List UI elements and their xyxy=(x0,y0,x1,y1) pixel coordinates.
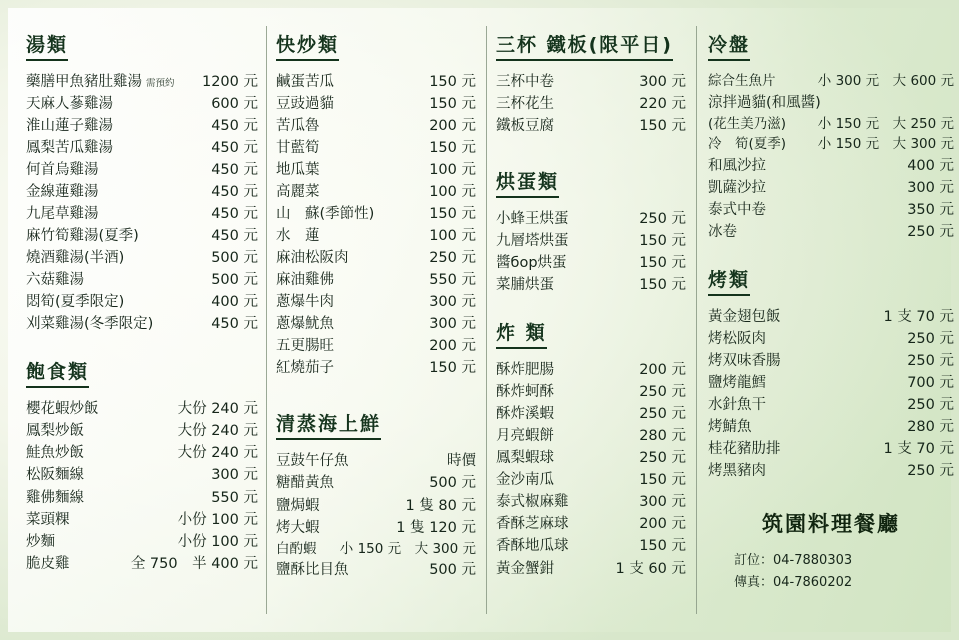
item-price: 時價 xyxy=(447,453,476,470)
menu-item xyxy=(496,403,686,425)
item-name: 水針魚干 xyxy=(708,396,766,413)
item-price: 280 元 xyxy=(639,428,686,445)
menu-item xyxy=(496,491,686,513)
item-name: 酥炸蚵酥 xyxy=(496,384,554,401)
item-name: 冰卷 xyxy=(708,223,737,240)
section-title-soup: 湯類 xyxy=(26,30,68,61)
section-items-soup xyxy=(26,71,258,335)
item-name: 九尾草雞湯 xyxy=(26,206,99,223)
item-name: 紅燒茄子 xyxy=(276,360,334,377)
menu-item xyxy=(496,115,686,137)
restaurant-contact xyxy=(708,550,954,594)
menu-item xyxy=(26,531,258,553)
section-items-baked-egg xyxy=(496,208,686,296)
item-name: 烤松阪肉 xyxy=(708,330,766,347)
item-name: 菜頭粿 xyxy=(26,511,70,528)
menu-item xyxy=(276,225,476,247)
item-name: 山 蘇(季節性) xyxy=(276,206,375,223)
menu-item xyxy=(496,252,686,274)
menu-item xyxy=(496,558,686,580)
item-name: (花生美乃滋) xyxy=(708,115,787,132)
item-name: 櫻花蝦炒飯 xyxy=(26,401,99,418)
menu-item xyxy=(276,559,476,581)
item-price: 1 隻 120 元 xyxy=(396,519,476,536)
item-name: 糖醋黃魚 xyxy=(276,475,334,492)
section-items-cold xyxy=(708,71,954,243)
item-name: 麻油松阪肉 xyxy=(276,250,349,267)
item-price: 500 元 xyxy=(211,250,258,267)
menu-item xyxy=(276,495,476,517)
item-name: 淮山蓮子雞湯 xyxy=(26,118,113,135)
item-price: 全 750 半 400 元 xyxy=(130,555,258,572)
item-price: 1 隻 80 元 xyxy=(405,497,476,514)
item-price: 大份 240 元 xyxy=(177,445,258,462)
menu-item xyxy=(496,425,686,447)
item-price: 300 元 xyxy=(211,467,258,484)
item-price: 250 元 xyxy=(907,330,954,347)
menu-item xyxy=(26,71,258,93)
item-price: 150 元 xyxy=(639,255,686,272)
item-price: 300 元 xyxy=(639,494,686,511)
menu-item xyxy=(26,487,258,509)
item-name: 鐵板豆腐 xyxy=(496,118,554,135)
fax-line: 傳真：04-7860202 xyxy=(734,575,853,591)
menu-item xyxy=(276,181,476,203)
menu-item xyxy=(276,247,476,269)
item-price: 150 元 xyxy=(429,360,476,377)
column-middle xyxy=(496,30,686,580)
item-price: 150 元 xyxy=(429,74,476,90)
item-name: 黃金翅包飯 xyxy=(708,308,781,325)
item-name: 香酥地瓜球 xyxy=(496,538,569,555)
item-name: 月亮蝦餅 xyxy=(496,428,554,445)
menu-item xyxy=(276,357,476,379)
item-name: 五更腸旺 xyxy=(276,338,334,355)
section-title-baked-egg: 烘蛋類 xyxy=(496,167,559,198)
menu-item xyxy=(708,416,954,438)
item-price: 150 元 xyxy=(639,538,686,555)
menu-item xyxy=(276,71,476,93)
menu-item xyxy=(496,359,686,381)
item-price: 小 150 元 大 300 元 xyxy=(339,540,476,557)
item-name: 泰式椒麻雞 xyxy=(496,494,569,511)
column-soups xyxy=(26,30,258,575)
menu-item xyxy=(276,269,476,291)
item-price: 450 元 xyxy=(211,228,258,245)
menu-item xyxy=(26,398,258,420)
section-title-fried: 炸 類 xyxy=(496,318,547,349)
section-gap xyxy=(708,243,954,265)
item-price: 300 元 xyxy=(639,74,686,90)
section-items-stirfry xyxy=(276,71,476,379)
item-name: 烤鯖魚 xyxy=(708,418,752,435)
item-price: 100 元 xyxy=(429,228,476,245)
item-name: 苦瓜魯 xyxy=(276,118,320,135)
item-price: 500 元 xyxy=(429,475,476,492)
menu-item xyxy=(708,372,954,394)
item-name: 炒麵 xyxy=(26,533,55,550)
item-name: 香酥芝麻球 xyxy=(496,516,569,533)
item-price: 280 元 xyxy=(907,418,954,435)
menu-paper xyxy=(8,8,954,632)
menu-item xyxy=(26,509,258,531)
column-divider-3 xyxy=(696,26,697,614)
item-price: 200 元 xyxy=(429,118,476,135)
menu-item xyxy=(276,472,476,494)
item-price: 小 300 元 大 600 元 xyxy=(817,73,954,89)
column-divider-2 xyxy=(486,26,487,614)
menu-item xyxy=(26,115,258,137)
menu-item xyxy=(496,513,686,535)
menu-item xyxy=(26,442,258,464)
menu-item xyxy=(26,93,258,115)
item-note: 需預約 xyxy=(146,78,175,89)
phone-line: 訂位：04-7880303 xyxy=(734,552,853,568)
item-name: 天麻人蔘雞湯 xyxy=(26,96,113,113)
item-name: 鹽焗蝦 xyxy=(276,497,320,514)
menu-item xyxy=(26,313,258,335)
menu-item xyxy=(496,208,686,230)
section-title-stirfry: 快炒類 xyxy=(276,30,339,61)
item-name: 蔥爆魷魚 xyxy=(276,316,334,333)
column-divider-1 xyxy=(266,26,267,614)
item-price: 小份 100 元 xyxy=(177,533,258,550)
item-name: 刈菜雞湯(冬季限定) xyxy=(26,316,154,333)
item-name: 鳳梨炒飯 xyxy=(26,423,84,440)
menu-item xyxy=(276,203,476,225)
item-name: 金沙南瓜 xyxy=(496,472,554,489)
menu-item xyxy=(26,181,258,203)
section-title-sancup: 三杯 鐵板(限平日) xyxy=(496,30,673,61)
menu-item xyxy=(708,460,954,482)
menu-item xyxy=(276,93,476,115)
item-price: 150 元 xyxy=(639,233,686,250)
item-price: 150 元 xyxy=(429,96,476,113)
item-price: 200 元 xyxy=(429,338,476,355)
item-name: 麻竹筍雞湯(夏季) xyxy=(26,228,139,245)
item-price: 小份 100 元 xyxy=(177,511,258,528)
item-name: 甘藍筍 xyxy=(276,140,320,157)
item-name: 金線蓮雞湯 xyxy=(26,184,99,201)
menu-item xyxy=(26,225,258,247)
item-name: 烤双味香腸 xyxy=(708,352,781,369)
section-gap xyxy=(276,379,476,409)
item-price: 450 元 xyxy=(211,118,258,135)
item-price: 400 元 xyxy=(907,157,954,174)
menu-item xyxy=(26,269,258,291)
item-name: 九層塔烘蛋 xyxy=(496,233,569,250)
menu-item xyxy=(708,438,954,460)
item-price: 100 元 xyxy=(429,162,476,179)
menu-item xyxy=(26,247,258,269)
item-name: 雞佛麵線 xyxy=(26,489,84,506)
item-price: 450 元 xyxy=(211,140,258,157)
section-items-rice-noodle xyxy=(26,398,258,574)
item-name: 冷 筍(夏季) xyxy=(708,136,787,153)
menu-item xyxy=(276,450,476,472)
menu-item xyxy=(496,469,686,491)
item-price: 250 元 xyxy=(907,462,954,479)
item-name: 六菇雞湯 xyxy=(26,272,84,289)
item-price: 250 元 xyxy=(907,223,954,240)
item-name: 豆鼓午仔魚 xyxy=(276,453,349,470)
menu-item xyxy=(26,420,258,442)
item-name: 鹽酥比目魚 xyxy=(276,562,349,579)
item-name: 麻油雞佛 xyxy=(276,272,334,289)
item-name: 鳳梨蝦球 xyxy=(496,450,554,467)
item-price: 450 元 xyxy=(211,316,258,333)
menu-item xyxy=(708,350,954,372)
item-price: 250 元 xyxy=(639,450,686,467)
item-price: 150 元 xyxy=(429,140,476,157)
item-price: 150 元 xyxy=(639,472,686,489)
item-price: 500 元 xyxy=(429,562,476,579)
item-price: 500 元 xyxy=(211,272,258,289)
item-name: 鳳梨苦瓜雞湯 xyxy=(26,140,113,157)
menu-item xyxy=(708,306,954,328)
item-name: 涼拌過貓(和風醬) xyxy=(708,94,821,111)
item-name: 豆豉過貓 xyxy=(276,96,334,113)
item-price: 200 元 xyxy=(639,362,686,379)
menu-item xyxy=(708,71,954,92)
item-price: 400 元 xyxy=(211,294,258,311)
menu-item xyxy=(496,381,686,403)
item-name: 燒酒雞湯(半酒) xyxy=(26,250,125,267)
menu-item xyxy=(276,539,476,560)
menu-item xyxy=(26,291,258,313)
menu-item xyxy=(276,313,476,335)
item-name: 悶筍(夏季限定) xyxy=(26,294,125,311)
menu-item xyxy=(708,328,954,350)
section-items-steamed xyxy=(276,450,476,581)
item-name: 地瓜葉 xyxy=(276,162,320,179)
menu-item xyxy=(708,394,954,416)
item-name: 綜合生魚片 xyxy=(708,73,776,89)
item-name: 三杯中卷 xyxy=(496,74,554,90)
item-price: 250 元 xyxy=(429,250,476,267)
menu-item xyxy=(496,230,686,252)
column-right xyxy=(708,30,954,594)
item-price: 450 元 xyxy=(211,184,258,201)
menu-item xyxy=(496,274,686,296)
menu-item xyxy=(708,177,954,199)
menu-item xyxy=(496,71,686,93)
menu-item xyxy=(276,291,476,313)
menu-item xyxy=(708,155,954,177)
item-price: 250 元 xyxy=(639,211,686,228)
item-price: 300 元 xyxy=(429,294,476,311)
item-name: 黃金蟹鉗 xyxy=(496,560,554,577)
item-price: 300 元 xyxy=(907,179,954,196)
section-title-cold: 冷盤 xyxy=(708,30,750,61)
item-price: 小 150 元 大 300 元 xyxy=(817,136,954,153)
item-price: 1200 元 xyxy=(201,74,258,90)
item-price: 小 150 元 大 250 元 xyxy=(817,115,954,132)
item-name: 鹹蛋苦瓜 xyxy=(276,74,334,90)
item-price: 450 元 xyxy=(211,206,258,223)
section-title-rice-noodle: 飽食類 xyxy=(26,357,89,388)
item-price: 250 元 xyxy=(907,396,954,413)
restaurant-info xyxy=(708,508,954,594)
item-name: 鹽烤龍鱈 xyxy=(708,374,766,391)
item-price: 1 支 70 元 xyxy=(883,308,954,325)
section-gap xyxy=(496,137,686,167)
item-name: 脆皮雞 xyxy=(26,555,70,572)
item-name: 水 蓮 xyxy=(276,228,320,245)
item-name: 松阪麵線 xyxy=(26,467,84,484)
item-name: 桂花豬肋排 xyxy=(708,440,781,457)
item-price: 150 元 xyxy=(639,118,686,135)
menu-item xyxy=(276,159,476,181)
menu-item xyxy=(26,159,258,181)
menu-item xyxy=(708,221,954,243)
menu-item xyxy=(276,137,476,159)
section-gap xyxy=(496,296,686,318)
menu-item xyxy=(708,114,954,135)
item-name: 菜脯烘蛋 xyxy=(496,277,554,294)
menu-item xyxy=(276,517,476,539)
section-title-steamed: 清蒸海上鮮 xyxy=(276,409,381,440)
item-name: 烤大蝦 xyxy=(276,519,320,536)
item-price: 550 元 xyxy=(429,272,476,289)
section-items-grill xyxy=(708,306,954,482)
item-price: 220 元 xyxy=(639,96,686,113)
menu-item xyxy=(26,553,258,575)
item-price: 300 元 xyxy=(429,316,476,333)
menu-item xyxy=(26,464,258,486)
item-price: 550 元 xyxy=(211,489,258,506)
item-price: 1 支 60 元 xyxy=(615,560,686,577)
item-name: 藥膳甲魚豬肚雞湯 xyxy=(26,74,142,90)
item-name: 凱薩沙拉 xyxy=(708,179,766,196)
menu-item xyxy=(708,92,954,114)
menu-item xyxy=(26,137,258,159)
item-price: 350 元 xyxy=(907,201,954,218)
item-name: 白酌蝦 xyxy=(276,540,317,557)
section-gap xyxy=(26,335,258,357)
menu-item xyxy=(276,335,476,357)
item-name: 高麗菜 xyxy=(276,184,320,201)
item-price: 250 元 xyxy=(639,406,686,423)
item-price: 200 元 xyxy=(639,516,686,533)
item-price: 250 元 xyxy=(639,384,686,401)
item-name: 酥炸溪蝦 xyxy=(496,406,554,423)
item-price: 1 支 70 元 xyxy=(883,440,954,457)
item-name: 和風沙拉 xyxy=(708,157,766,174)
item-name: 鮭魚炒飯 xyxy=(26,445,84,462)
section-items-fried xyxy=(496,359,686,579)
item-price: 大份 240 元 xyxy=(177,401,258,418)
menu-item xyxy=(708,134,954,155)
menu-item xyxy=(496,535,686,557)
item-price: 250 元 xyxy=(907,352,954,369)
item-name: 醬бор烘蛋 xyxy=(496,255,567,272)
menu-item xyxy=(708,199,954,221)
item-price: 600 元 xyxy=(211,96,258,113)
item-name: 烤黑豬肉 xyxy=(708,462,766,479)
menu-item xyxy=(496,93,686,115)
item-name: 三杯花生 xyxy=(496,96,554,113)
restaurant-name: 筑園料理餐廳 xyxy=(762,511,900,536)
section-title-grill: 烤類 xyxy=(708,265,750,296)
item-price: 700 元 xyxy=(907,374,954,391)
menu-item xyxy=(496,447,686,469)
item-price: 100 元 xyxy=(429,184,476,201)
menu-item xyxy=(26,203,258,225)
item-price: 150 元 xyxy=(639,277,686,294)
section-items-sancup xyxy=(496,71,686,137)
item-name: 泰式中卷 xyxy=(708,201,766,218)
menu-item xyxy=(276,115,476,137)
column-stirfry xyxy=(276,30,476,581)
item-name: 何首烏雞湯 xyxy=(26,162,99,179)
item-name: 小蜂王烘蛋 xyxy=(496,211,569,228)
item-price: 450 元 xyxy=(211,162,258,179)
item-price: 大份 240 元 xyxy=(177,423,258,440)
item-name: 蔥爆牛肉 xyxy=(276,294,334,311)
item-name: 酥炸肥腸 xyxy=(496,362,554,379)
item-price: 150 元 xyxy=(429,206,476,223)
